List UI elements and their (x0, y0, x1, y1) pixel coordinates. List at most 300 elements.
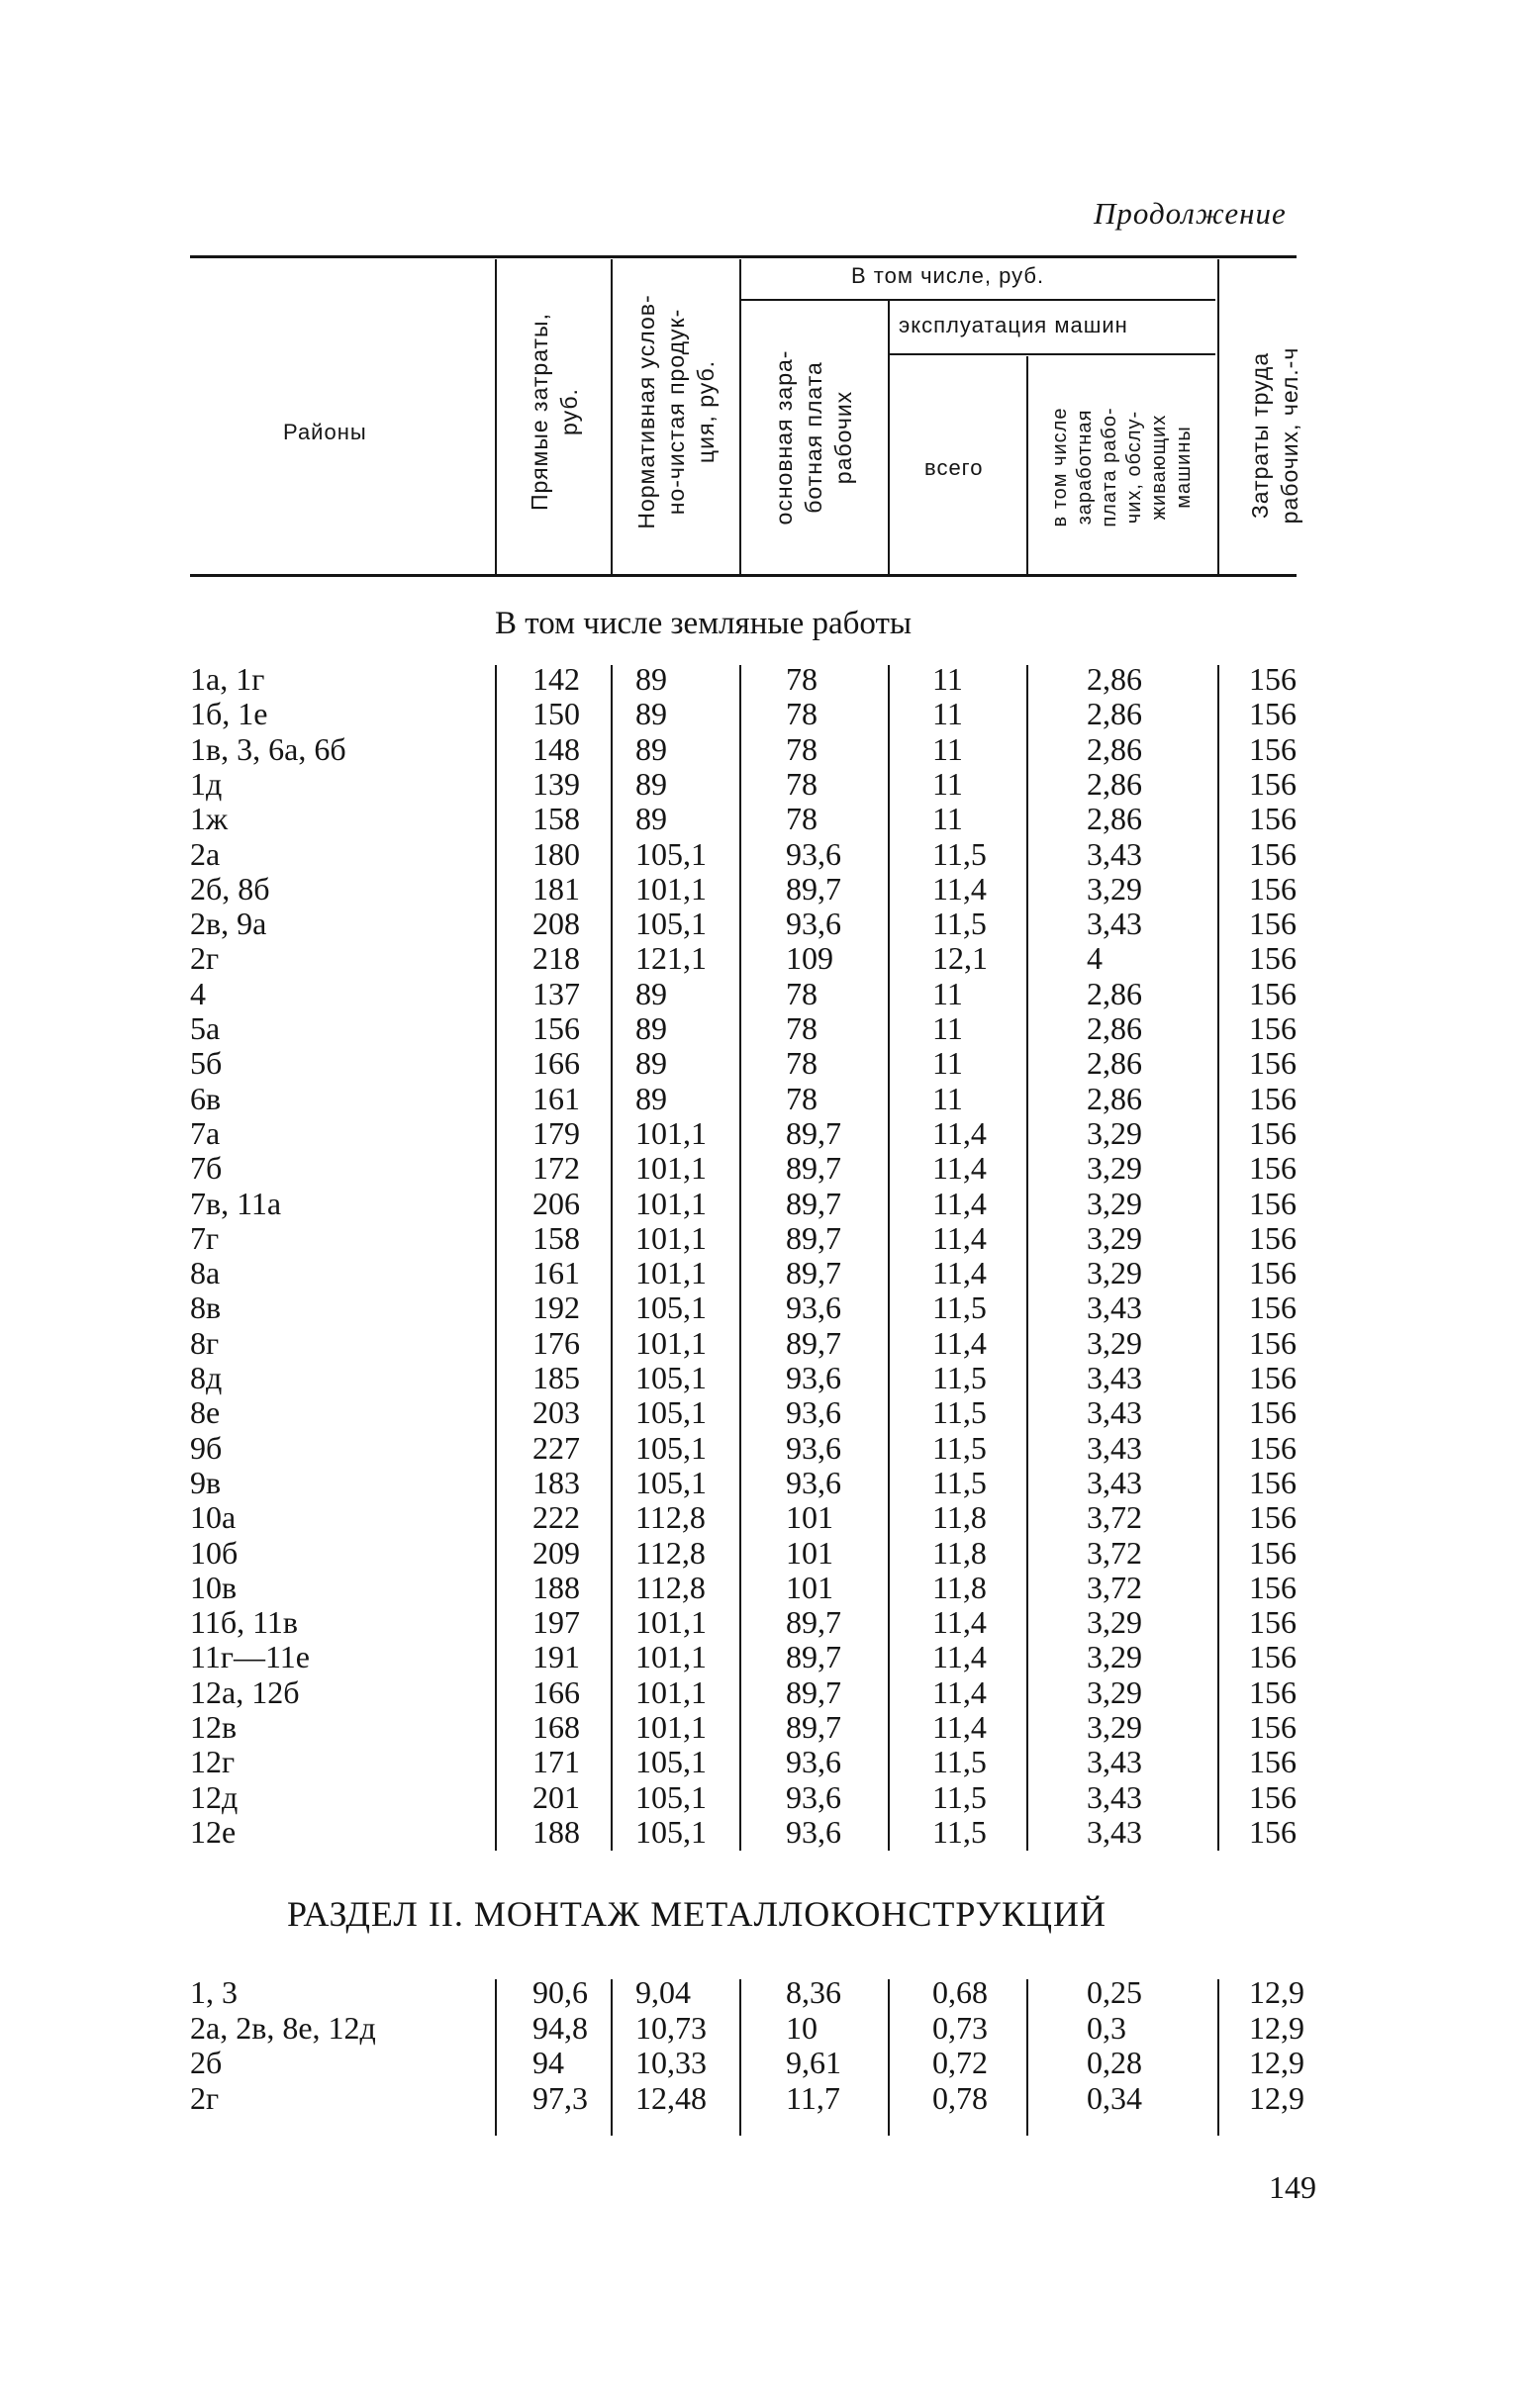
row-district: 12в (190, 1709, 238, 1745)
section-row-cell-c6: 12,9 (1249, 1974, 1304, 2010)
row-district: 5б (190, 1045, 223, 1082)
section-row-cell-c3: 8,36 (786, 1974, 841, 2010)
row-cell-c5: 3,29 (1087, 1255, 1142, 1291)
row-cell-c4: 11,8 (932, 1569, 987, 1605)
row-cell-c4: 11,5 (932, 1813, 987, 1850)
row-cell-c4: 11,4 (932, 1255, 987, 1291)
row-cell-c5: 4 (1087, 940, 1103, 977)
row-cell-c5: 3,29 (1087, 1324, 1142, 1361)
row-cell-c3: 78 (786, 1080, 818, 1116)
section-row-cell-c5: 0,25 (1087, 1974, 1142, 2010)
row-cell-c4: 11,8 (932, 1499, 987, 1536)
row-cell-c1: 172 (532, 1150, 580, 1187)
section-row-cell-c5: 0,34 (1087, 2079, 1142, 2116)
row-cell-c3: 93,6 (786, 1289, 841, 1326)
body-col-divider-5 (1026, 665, 1028, 1851)
body-col-divider-6 (1217, 665, 1219, 1851)
row-district: 8в (190, 1289, 222, 1326)
row-district: 8д (190, 1360, 223, 1395)
header-bottom-rule (190, 574, 1297, 577)
row-cell-c2: 105,1 (635, 1464, 707, 1500)
section-row-district: 2г (190, 2079, 220, 2116)
row-district: 2а (190, 835, 221, 872)
row-cell-c3: 101 (786, 1499, 833, 1536)
row-cell-c4: 11,5 (932, 1360, 987, 1395)
row-district: 9в (190, 1464, 222, 1500)
row-cell-c5: 3,29 (1087, 1604, 1142, 1641)
row-cell-c3: 93,6 (786, 1464, 841, 1500)
row-cell-c2: 121,1 (635, 940, 707, 977)
row-district: 12г (190, 1744, 236, 1780)
body-col-divider-2 (611, 665, 613, 1851)
row-cell-c3: 78 (786, 696, 818, 732)
row-cell-c1: 218 (532, 940, 580, 977)
section-col-divider-2 (611, 1979, 613, 2136)
header-col-divider-1 (495, 259, 497, 574)
row-district: 4 (190, 975, 206, 1011)
row-cell-c2: 105,1 (635, 906, 707, 942)
header-top-rule (190, 255, 1297, 258)
section-row-cell-c6: 12,9 (1249, 2079, 1304, 2116)
row-cell-c5: 2,86 (1087, 730, 1142, 767)
row-district: 2б, 8б (190, 870, 270, 907)
row-cell-c1: 191 (532, 1639, 580, 1675)
header-col-divider-3 (739, 259, 741, 574)
row-cell-c3: 93,6 (786, 1429, 841, 1466)
section-row-cell-c2: 10,73 (635, 2009, 707, 2046)
row-cell-c5: 3,29 (1087, 1639, 1142, 1675)
row-cell-c1: 181 (532, 870, 580, 907)
row-cell-c6: 156 (1249, 975, 1297, 1011)
row-cell-c6: 156 (1249, 1534, 1297, 1571)
row-cell-c6: 156 (1249, 1673, 1297, 1710)
row-cell-c2: 101,1 (635, 1639, 707, 1675)
row-cell-c1: 188 (532, 1569, 580, 1605)
row-cell-c2: 105,1 (635, 1813, 707, 1850)
row-cell-c6: 156 (1249, 1429, 1297, 1466)
row-cell-c3: 101 (786, 1534, 833, 1571)
row-cell-c2: 112,8 (635, 1499, 706, 1536)
row-district: 10в (190, 1569, 238, 1605)
row-cell-c6: 156 (1249, 940, 1297, 977)
row-cell-c6: 156 (1249, 835, 1297, 872)
row-cell-c6: 156 (1249, 1324, 1297, 1361)
row-cell-c6: 156 (1249, 801, 1297, 837)
row-cell-c4: 11,8 (932, 1534, 987, 1571)
row-cell-c2: 89 (635, 1080, 667, 1116)
row-cell-c1: 208 (532, 906, 580, 942)
row-cell-c3: 101 (786, 1569, 833, 1605)
row-district: 11б, 11в (190, 1604, 299, 1641)
row-cell-c4: 11 (932, 765, 963, 802)
section-row-district: 2б (190, 2045, 223, 2080)
section-row-cell-c4: 0,78 (932, 2079, 988, 2116)
row-cell-c1: 192 (532, 1289, 580, 1326)
row-cell-c5: 3,29 (1087, 1709, 1142, 1745)
row-cell-c3: 93,6 (786, 1813, 841, 1850)
row-cell-c6: 156 (1249, 1360, 1297, 1395)
row-cell-c5: 3,43 (1087, 1744, 1142, 1780)
row-cell-c1: 222 (532, 1499, 580, 1536)
row-cell-c1: 139 (532, 765, 580, 802)
header-col-divider-6 (1217, 259, 1219, 574)
row-cell-c1: 201 (532, 1778, 580, 1815)
row-cell-c1: 161 (532, 1255, 580, 1291)
row-cell-c5: 3,43 (1087, 1289, 1142, 1326)
row-cell-c6: 156 (1249, 1080, 1297, 1116)
row-cell-c6: 156 (1249, 1219, 1297, 1256)
row-cell-c1: 179 (532, 1114, 580, 1151)
row-district: 7г (190, 1219, 220, 1256)
earthworks-subheading: В том числе земляные работы (495, 606, 913, 641)
row-cell-c2: 101,1 (635, 870, 707, 907)
row-cell-c3: 93,6 (786, 835, 841, 872)
row-cell-c4: 11,4 (932, 1114, 987, 1151)
row-cell-c6: 156 (1249, 765, 1297, 802)
row-cell-c1: 188 (532, 1813, 580, 1850)
row-cell-c3: 89,7 (786, 870, 841, 907)
row-cell-c6: 156 (1249, 1045, 1297, 1082)
row-cell-c4: 11,5 (932, 1744, 987, 1780)
row-cell-c3: 78 (786, 975, 818, 1011)
row-cell-c5: 3,43 (1087, 1464, 1142, 1500)
row-district: 10б (190, 1534, 239, 1571)
row-cell-c5: 3,43 (1087, 1813, 1142, 1850)
row-cell-c5: 2,86 (1087, 801, 1142, 837)
row-cell-c2: 101,1 (635, 1673, 707, 1710)
row-cell-c2: 112,8 (635, 1569, 706, 1605)
row-cell-c2: 101,1 (635, 1219, 707, 1256)
row-cell-c2: 105,1 (635, 1744, 707, 1780)
row-cell-c2: 112,8 (635, 1534, 706, 1571)
row-cell-c2: 101,1 (635, 1255, 707, 1291)
row-cell-c3: 89,7 (786, 1114, 841, 1151)
row-cell-c5: 3,43 (1087, 835, 1142, 872)
row-district: 1д (190, 765, 223, 802)
row-cell-c3: 78 (786, 1010, 818, 1046)
row-district: 2г (190, 940, 220, 977)
row-cell-c3: 78 (786, 730, 818, 767)
row-cell-c4: 11 (932, 975, 963, 1011)
row-cell-c5: 2,86 (1087, 1010, 1142, 1046)
row-cell-c3: 93,6 (786, 906, 841, 942)
row-cell-c6: 156 (1249, 1289, 1297, 1326)
row-cell-c4: 11 (932, 1010, 963, 1046)
section-row-cell-c6: 12,9 (1249, 2009, 1304, 2046)
row-cell-c1: 176 (532, 1324, 580, 1361)
section-row-cell-c1: 97,3 (532, 2079, 588, 2116)
row-cell-c3: 89,7 (786, 1673, 841, 1710)
body-col-divider-3 (739, 665, 741, 1851)
section-title: РАЗДЕЛ II. МОНТАЖ МЕТАЛЛОКОНСТРУКЦИЙ (287, 1894, 1107, 1934)
continuation-label: Продолжение (1094, 196, 1287, 231)
row-cell-c4: 11,4 (932, 1219, 987, 1256)
row-cell-c2: 89 (635, 1045, 667, 1082)
row-cell-c6: 156 (1249, 1114, 1297, 1151)
row-cell-c3: 109 (786, 940, 833, 977)
row-cell-c1: 150 (532, 696, 580, 732)
row-district: 1ж (190, 801, 229, 837)
section-row-cell-c4: 0,72 (932, 2045, 988, 2080)
row-cell-c5: 2,86 (1087, 975, 1142, 1011)
row-cell-c6: 156 (1249, 1778, 1297, 1815)
row-cell-c6: 156 (1249, 696, 1297, 732)
row-cell-c1: 180 (532, 835, 580, 872)
section-row-district: 2а, 2в, 8е, 12д (190, 2009, 376, 2046)
row-district: 12д (190, 1778, 239, 1815)
section-col-divider-5 (1026, 1979, 1028, 2136)
row-cell-c4: 12,1 (932, 940, 988, 977)
row-cell-c6: 156 (1249, 1604, 1297, 1641)
row-cell-c5: 3,43 (1087, 906, 1142, 942)
row-cell-c2: 105,1 (635, 1429, 707, 1466)
row-district: 7б (190, 1150, 223, 1187)
row-cell-c3: 93,6 (786, 1394, 841, 1431)
row-cell-c2: 101,1 (635, 1114, 707, 1151)
row-cell-c4: 11,5 (932, 1394, 987, 1431)
row-district: 10а (190, 1499, 237, 1536)
row-district: 1в, 3, 6а, 6б (190, 730, 346, 767)
row-cell-c1: 185 (532, 1360, 580, 1395)
row-cell-c4: 11,5 (932, 1289, 987, 1326)
row-cell-c3: 78 (786, 1045, 818, 1082)
row-cell-c5: 3,43 (1087, 1360, 1142, 1395)
row-cell-c1: 171 (532, 1744, 580, 1780)
section-row-cell-c2: 10,33 (635, 2045, 707, 2080)
row-cell-c1: 148 (532, 730, 580, 767)
row-cell-c6: 156 (1249, 1150, 1297, 1187)
section-row-cell-c4: 0,73 (932, 2009, 988, 2046)
row-cell-c2: 89 (635, 975, 667, 1011)
section-col-divider-6 (1217, 1979, 1219, 2136)
row-cell-c1: 183 (532, 1464, 580, 1500)
row-cell-c5: 3,29 (1087, 1219, 1142, 1256)
row-district: 1а, 1г (190, 661, 265, 697)
row-cell-c2: 89 (635, 801, 667, 837)
header-base-wages: основная зара- ботная плата рабочих (771, 349, 856, 525)
row-cell-c4: 11 (932, 1045, 963, 1082)
including-rule (739, 299, 1215, 301)
section-row-district: 1, 3 (190, 1974, 238, 2010)
row-cell-c3: 89,7 (786, 1604, 841, 1641)
row-cell-c5: 3,43 (1087, 1394, 1142, 1431)
row-cell-c3: 89,7 (786, 1324, 841, 1361)
row-cell-c2: 105,1 (635, 1289, 707, 1326)
row-cell-c1: 209 (532, 1534, 580, 1571)
row-cell-c1: 158 (532, 801, 580, 837)
row-cell-c6: 156 (1249, 1744, 1297, 1780)
row-cell-c1: 197 (532, 1604, 580, 1641)
row-cell-c4: 11 (932, 1080, 963, 1116)
row-cell-c1: 168 (532, 1709, 580, 1745)
row-district: 1б, 1е (190, 696, 268, 732)
row-cell-c6: 156 (1249, 1464, 1297, 1500)
row-cell-c5: 3,43 (1087, 1778, 1142, 1815)
row-cell-c6: 156 (1249, 1813, 1297, 1850)
row-cell-c6: 156 (1249, 1010, 1297, 1046)
row-cell-c5: 2,86 (1087, 661, 1142, 697)
row-cell-c6: 156 (1249, 1569, 1297, 1605)
row-cell-c5: 3,29 (1087, 1185, 1142, 1221)
row-district: 8а (190, 1255, 221, 1291)
section-row-cell-c1: 90,6 (532, 1974, 588, 2010)
row-cell-c5: 3,72 (1087, 1569, 1142, 1605)
body-col-divider-1 (495, 665, 497, 1851)
row-cell-c5: 3,29 (1087, 1673, 1142, 1710)
row-cell-c4: 11,4 (932, 1639, 987, 1675)
section-row-cell-c1: 94 (532, 2045, 564, 2080)
header-districts: Районы (283, 420, 367, 444)
section-col-divider-4 (888, 1979, 890, 2136)
row-cell-c6: 156 (1249, 661, 1297, 697)
row-district: 7а (190, 1114, 221, 1151)
section-row-cell-c2: 12,48 (635, 2079, 707, 2116)
row-cell-c2: 101,1 (635, 1709, 707, 1745)
row-cell-c3: 78 (786, 661, 818, 697)
row-cell-c5: 2,86 (1087, 696, 1142, 732)
section-row-cell-c6: 12,9 (1249, 2045, 1304, 2080)
row-cell-c3: 93,6 (786, 1778, 841, 1815)
row-cell-c3: 78 (786, 801, 818, 837)
row-cell-c1: 158 (532, 1219, 580, 1256)
row-cell-c4: 11 (932, 730, 963, 767)
section-row-cell-c4: 0,68 (932, 1974, 988, 2010)
row-cell-c1: 166 (532, 1673, 580, 1710)
row-cell-c6: 156 (1249, 906, 1297, 942)
header-machine-wages: в том числе заработная плата рабо- чих, обслу- живающих машины (1049, 407, 1195, 527)
row-cell-c5: 3,72 (1087, 1499, 1142, 1536)
row-cell-c3: 89,7 (786, 1219, 841, 1256)
row-cell-c5: 2,86 (1087, 765, 1142, 802)
row-district: 8г (190, 1324, 220, 1361)
header-total: всего (924, 455, 984, 480)
header-including: В том числе, руб. (851, 263, 1045, 288)
row-district: 7в, 11а (190, 1185, 282, 1221)
body-col-divider-4 (888, 665, 890, 1851)
row-cell-c4: 11,4 (932, 1604, 987, 1641)
row-cell-c6: 156 (1249, 870, 1297, 907)
row-cell-c4: 11 (932, 801, 963, 837)
row-cell-c4: 11,4 (932, 1150, 987, 1187)
section-col-divider-1 (495, 1979, 497, 2136)
row-cell-c2: 105,1 (635, 1394, 707, 1431)
section-row-cell-c1: 94,8 (532, 2009, 588, 2046)
row-cell-c6: 156 (1249, 1499, 1297, 1536)
row-cell-c3: 93,6 (786, 1360, 841, 1395)
row-district: 2в, 9а (190, 906, 267, 942)
row-cell-c3: 93,6 (786, 1744, 841, 1780)
row-cell-c2: 89 (635, 661, 667, 697)
section-row-cell-c5: 0,28 (1087, 2045, 1142, 2080)
row-district: 9б (190, 1429, 223, 1466)
row-cell-c2: 105,1 (635, 835, 707, 872)
row-cell-c5: 2,86 (1087, 1045, 1142, 1082)
header-col-divider-4 (888, 301, 890, 574)
row-cell-c5: 2,86 (1087, 1080, 1142, 1116)
row-cell-c5: 3,29 (1087, 870, 1142, 907)
row-cell-c2: 89 (635, 1010, 667, 1046)
row-cell-c4: 11,5 (932, 835, 987, 872)
section-row-cell-c3: 11,7 (786, 2079, 840, 2116)
row-cell-c6: 156 (1249, 1185, 1297, 1221)
row-cell-c6: 156 (1249, 1639, 1297, 1675)
row-cell-c4: 11,4 (932, 1709, 987, 1745)
row-cell-c3: 89,7 (786, 1709, 841, 1745)
machine-rule (888, 353, 1215, 355)
row-cell-c4: 11 (932, 661, 963, 697)
header-machine-operation: эксплуатация машин (899, 313, 1128, 337)
row-cell-c4: 11,4 (932, 1185, 987, 1221)
row-cell-c2: 105,1 (635, 1778, 707, 1815)
row-cell-c2: 101,1 (635, 1150, 707, 1187)
row-cell-c1: 161 (532, 1080, 580, 1116)
row-district: 6в (190, 1080, 222, 1116)
header-direct-costs: Прямые затраты, руб. (527, 313, 582, 511)
section-row-cell-c3: 10 (786, 2009, 818, 2046)
row-district: 12а, 12б (190, 1673, 300, 1710)
row-cell-c5: 3,29 (1087, 1114, 1142, 1151)
row-cell-c4: 11,4 (932, 1673, 987, 1710)
row-district: 11г—11е (190, 1639, 310, 1675)
header-col-divider-2 (611, 259, 613, 574)
row-cell-c5: 3,29 (1087, 1150, 1142, 1187)
row-cell-c1: 137 (532, 975, 580, 1011)
row-cell-c6: 156 (1249, 1709, 1297, 1745)
row-cell-c1: 166 (532, 1045, 580, 1082)
row-cell-c4: 11,4 (932, 1324, 987, 1361)
row-cell-c3: 89,7 (786, 1185, 841, 1221)
row-cell-c2: 101,1 (635, 1604, 707, 1641)
row-cell-c2: 89 (635, 696, 667, 732)
row-cell-c2: 105,1 (635, 1360, 707, 1395)
row-cell-c4: 11,4 (932, 870, 987, 907)
row-cell-c4: 11,5 (932, 1778, 987, 1815)
row-cell-c1: 203 (532, 1394, 580, 1431)
row-cell-c3: 89,7 (786, 1639, 841, 1675)
row-district: 8е (190, 1394, 221, 1431)
row-district: 12е (190, 1813, 237, 1850)
section-row-cell-c5: 0,3 (1087, 2009, 1126, 2046)
row-cell-c4: 11,5 (932, 1464, 987, 1500)
row-cell-c2: 101,1 (635, 1185, 707, 1221)
page-number: 149 (1269, 2169, 1316, 2205)
row-cell-c6: 156 (1249, 1394, 1297, 1431)
row-cell-c4: 11,5 (932, 1429, 987, 1466)
section-col-divider-3 (739, 1979, 741, 2136)
row-cell-c4: 11 (932, 696, 963, 732)
row-cell-c3: 78 (786, 765, 818, 802)
row-cell-c2: 89 (635, 765, 667, 802)
row-cell-c2: 89 (635, 730, 667, 767)
header-normative-output: Нормативная услов- но-чистая продук- ция, руб. (633, 294, 719, 529)
row-cell-c3: 89,7 (786, 1255, 841, 1291)
row-cell-c5: 3,72 (1087, 1534, 1142, 1571)
row-cell-c6: 156 (1249, 730, 1297, 767)
row-cell-c1: 142 (532, 661, 580, 697)
row-cell-c5: 3,43 (1087, 1429, 1142, 1466)
header-col-divider-5 (1026, 356, 1028, 574)
header-labor-costs: Затраты труда рабочих, чел.-ч (1247, 346, 1302, 525)
section-row-cell-c3: 9,61 (786, 2045, 841, 2080)
row-district: 5а (190, 1010, 221, 1046)
row-cell-c1: 206 (532, 1185, 580, 1221)
row-cell-c1: 227 (532, 1429, 580, 1466)
row-cell-c4: 11,5 (932, 906, 987, 942)
row-cell-c3: 89,7 (786, 1150, 841, 1187)
section-row-cell-c2: 9,04 (635, 1974, 691, 2010)
row-cell-c2: 101,1 (635, 1324, 707, 1361)
row-cell-c6: 156 (1249, 1255, 1297, 1291)
